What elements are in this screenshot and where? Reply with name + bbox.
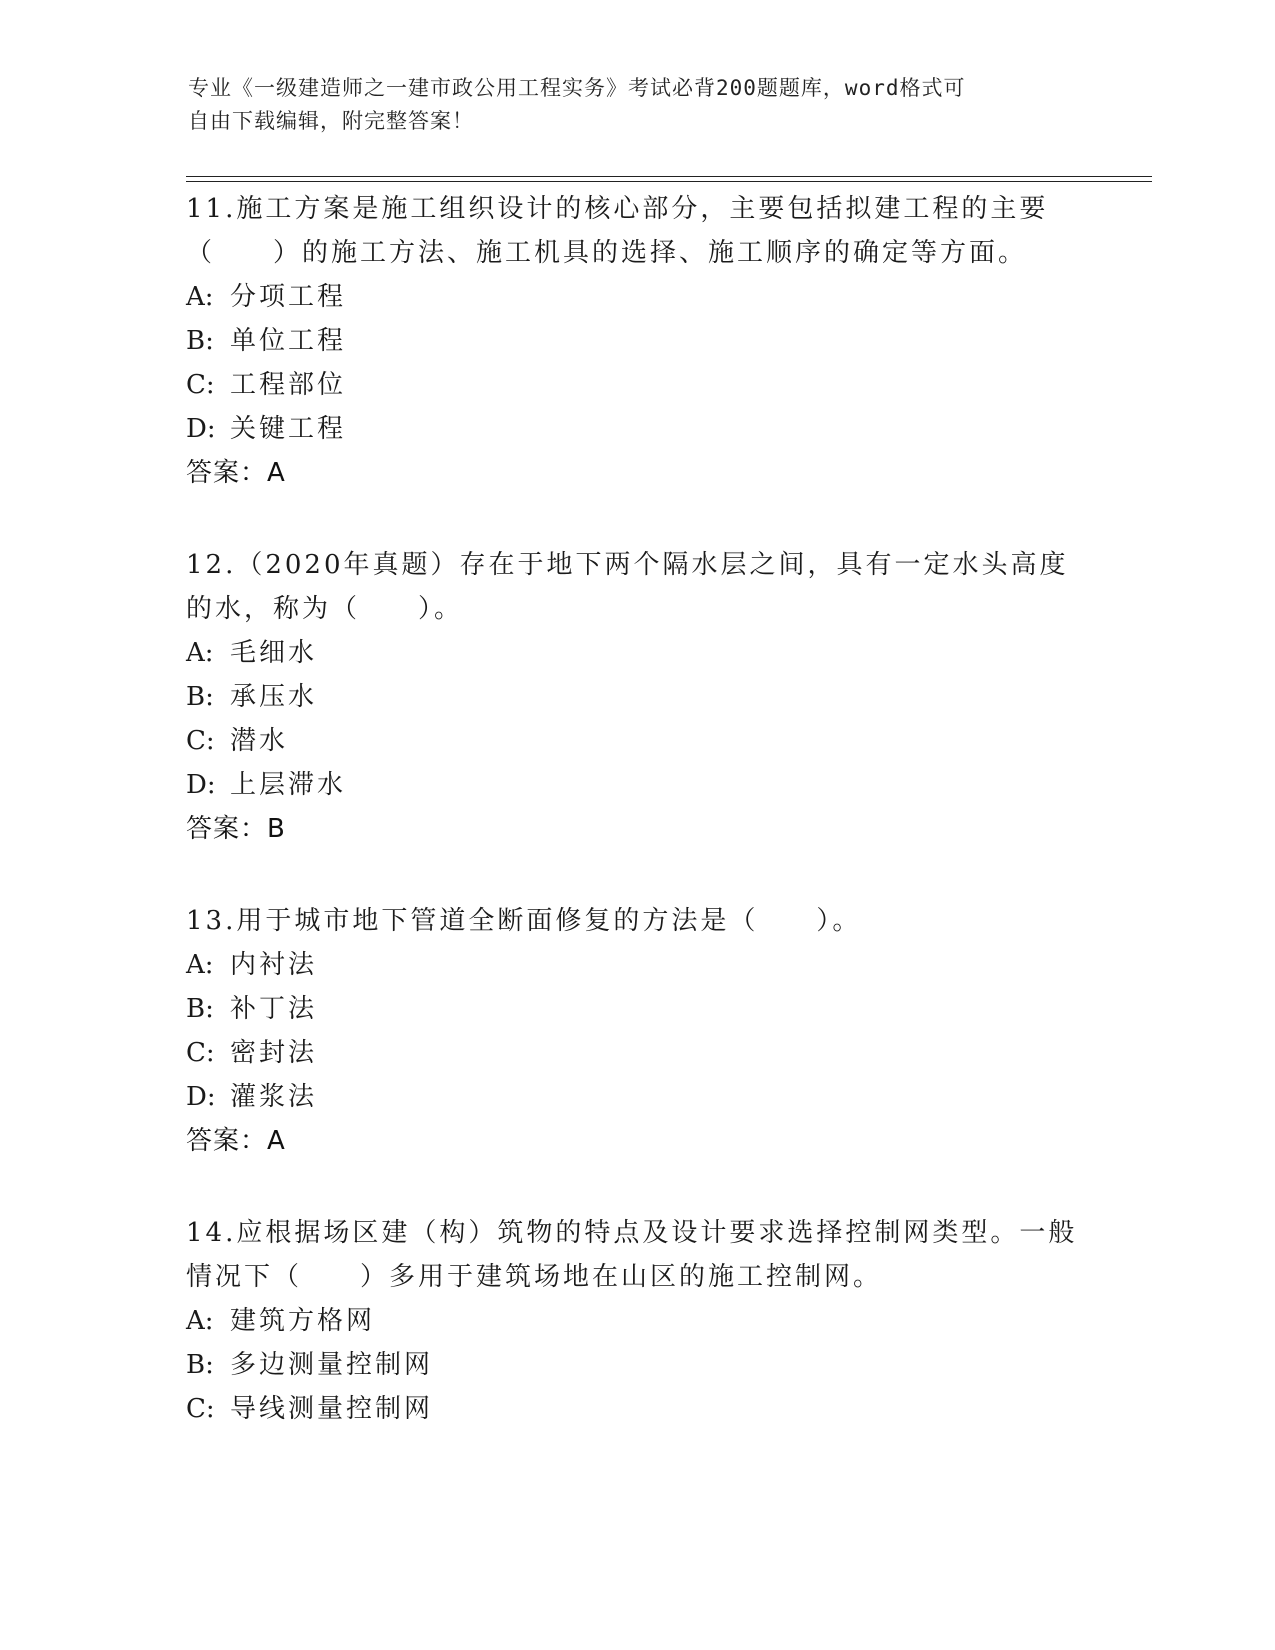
option-letter: C: xyxy=(186,726,215,756)
option-letter: D: xyxy=(186,414,216,444)
answer-line: 答案：A xyxy=(186,1126,286,1156)
option-text: 潜水 xyxy=(230,726,289,756)
option-text: 建筑方格网 xyxy=(230,1306,376,1336)
option-letter: A: xyxy=(186,1306,214,1336)
option-text: 承压水 xyxy=(230,682,318,712)
option-b xyxy=(186,1343,1096,1387)
option-text: 密封法 xyxy=(230,1038,318,1068)
option-c xyxy=(186,1387,1096,1431)
option-a xyxy=(186,275,1096,319)
option-letter: D: xyxy=(186,1082,216,1112)
question-12 xyxy=(186,543,1096,851)
option-c xyxy=(186,363,1096,407)
option-text: 上层滞水 xyxy=(230,770,347,800)
option-text: 分项工程 xyxy=(230,282,347,312)
option-a xyxy=(186,1299,1096,1343)
option-d xyxy=(186,1075,1096,1119)
option-text: 单位工程 xyxy=(230,326,347,356)
question-13 xyxy=(186,899,1096,1163)
option-letter: C: xyxy=(186,370,215,400)
option-d xyxy=(186,407,1096,451)
header-line-1: 专业《一级建造师之一建市政公用工程实务》考试必背200题题库，word格式可 xyxy=(188,76,966,100)
question-stem: 12.（2020年真题）存在于地下两个隔水层之间，具有一定水头高度的水，称为（ ）。 xyxy=(186,550,1069,624)
option-letter: C: xyxy=(186,1038,215,1068)
option-text: 工程部位 xyxy=(230,370,347,400)
question-list xyxy=(186,187,1096,1479)
option-c xyxy=(186,719,1096,763)
option-text: 毛细水 xyxy=(230,638,318,668)
option-d xyxy=(186,763,1096,807)
option-text: 内衬法 xyxy=(230,950,318,980)
question-stem: 14.应根据场区建（构）筑物的特点及设计要求选择控制网类型。一般情况下（ ）多用于建筑场地在山区的施工控制网。 xyxy=(186,1218,1078,1292)
answer-line: 答案：A xyxy=(186,458,286,488)
option-text: 补丁法 xyxy=(230,994,318,1024)
option-letter: B: xyxy=(186,994,214,1024)
option-text: 多边测量控制网 xyxy=(230,1350,434,1380)
option-c xyxy=(186,1031,1096,1075)
header-divider-bottom xyxy=(186,181,1152,182)
option-letter: D: xyxy=(186,770,216,800)
header-divider-top xyxy=(186,176,1152,177)
question-stem: 11.施工方案是施工组织设计的核心部分，主要包括拟建工程的主要（ ）的施工方法、施工机具的选择、施工顺序的确定等方面。 xyxy=(186,194,1049,268)
option-letter: B: xyxy=(186,326,214,356)
question-14 xyxy=(186,1211,1096,1431)
question-stem: 13.用于城市地下管道全断面修复的方法是（ ）。 xyxy=(186,906,862,936)
option-a xyxy=(186,631,1096,675)
option-letter: A: xyxy=(186,950,214,980)
option-text: 导线测量控制网 xyxy=(230,1394,434,1424)
option-b xyxy=(186,987,1096,1031)
option-letter: C: xyxy=(186,1394,215,1424)
option-letter: A: xyxy=(186,282,214,312)
option-letter: A: xyxy=(186,638,214,668)
option-letter: B: xyxy=(186,1350,214,1380)
option-b xyxy=(186,319,1096,363)
header-line-2: 自由下载编辑，附完整答案！ xyxy=(188,109,474,133)
option-b xyxy=(186,675,1096,719)
option-text: 灌浆法 xyxy=(230,1082,318,1112)
question-11 xyxy=(186,187,1096,495)
answer-line: 答案：B xyxy=(186,814,286,844)
option-letter: B: xyxy=(186,682,214,712)
document-header xyxy=(188,72,1088,138)
option-a xyxy=(186,943,1096,987)
option-text: 关键工程 xyxy=(230,414,347,444)
